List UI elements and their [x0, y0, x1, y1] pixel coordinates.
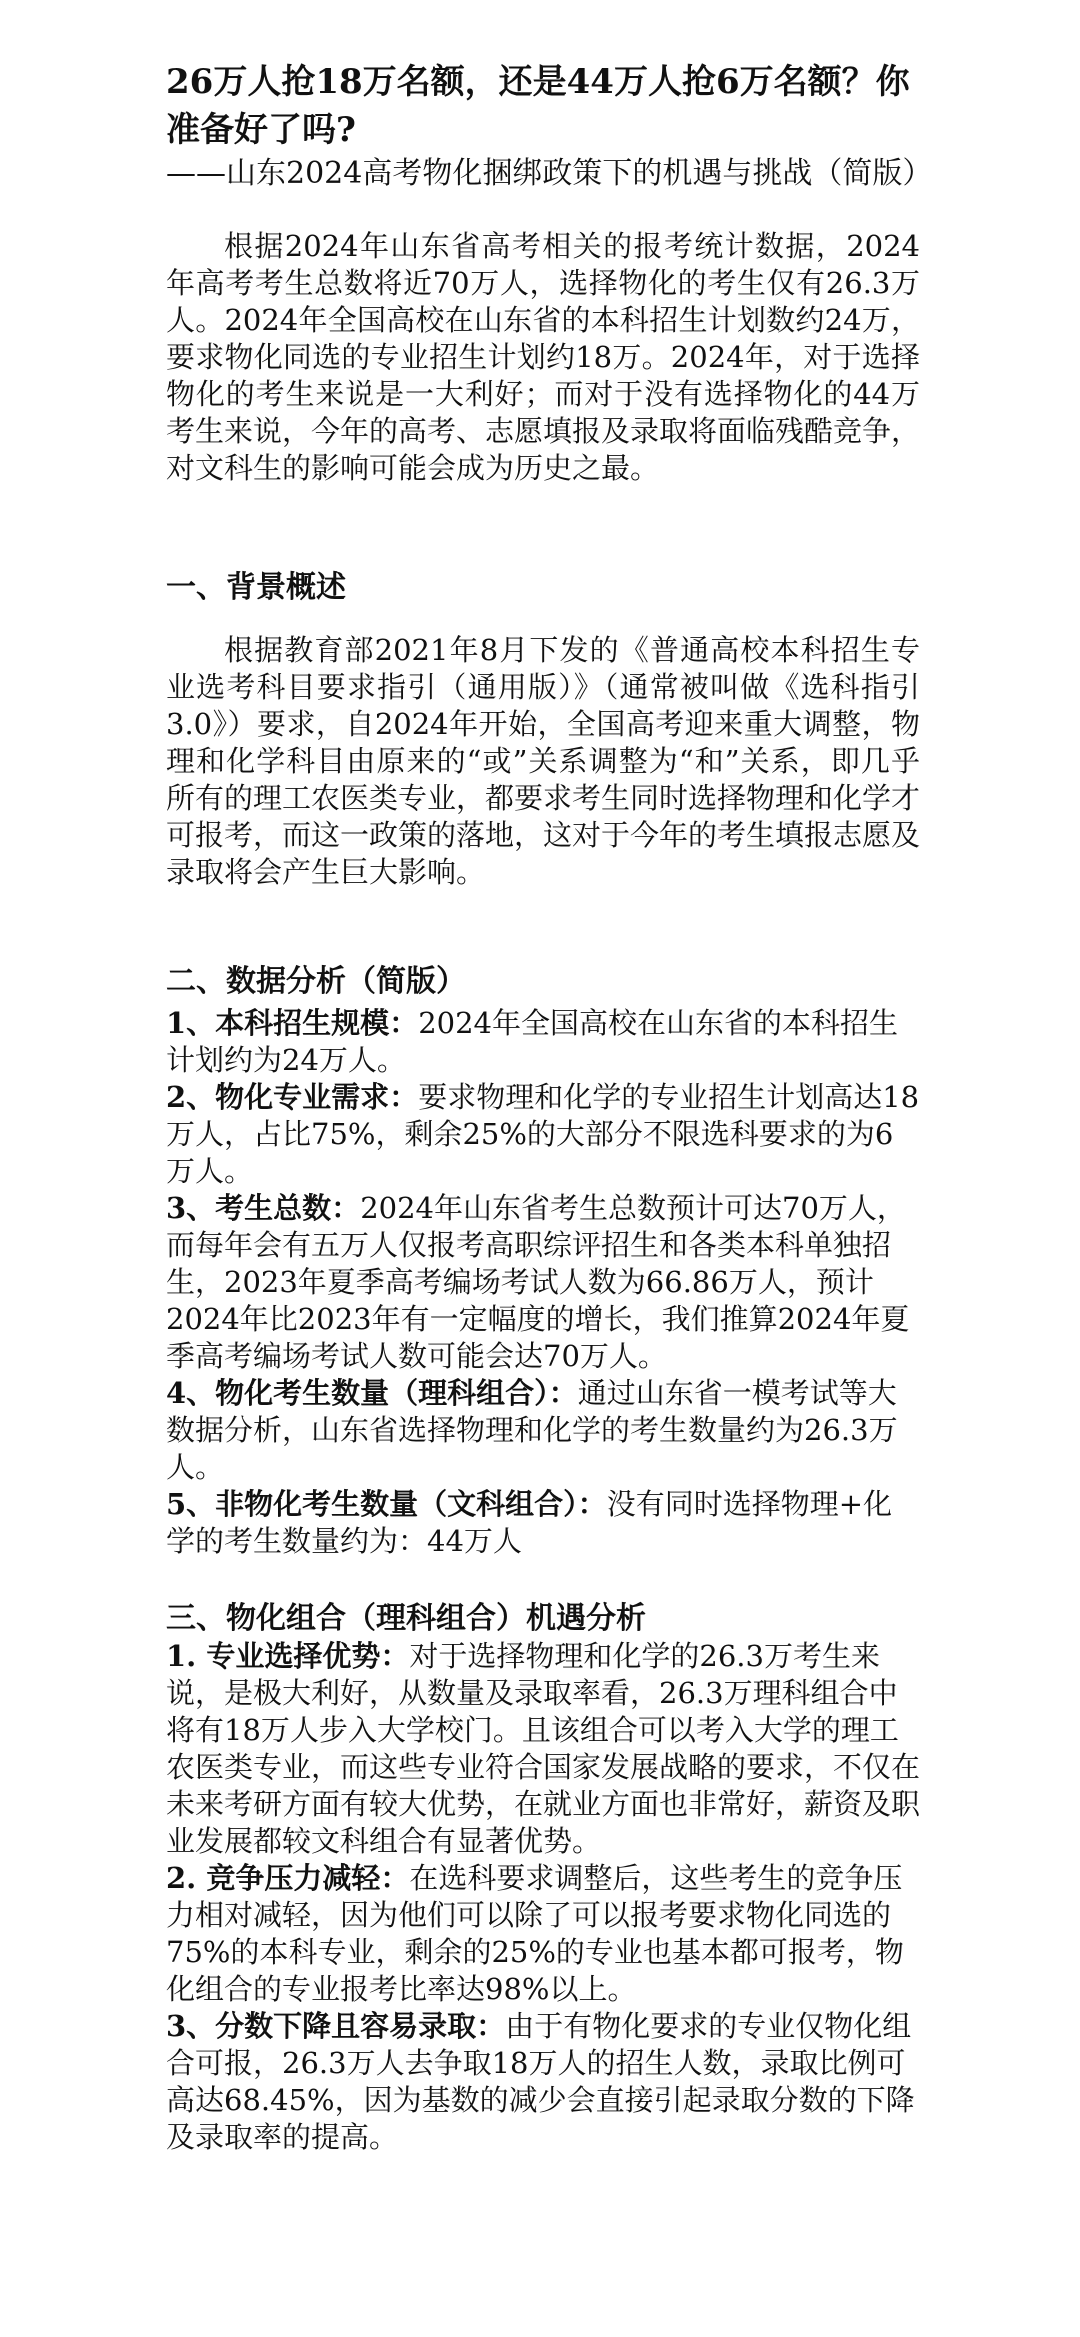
item-text: 在选科要求调整后，这些考生的竞争压力相对减轻，因为他们可以除了可以报考要求物化同选的75%的本科专业，剩余的25%的专业也基本都可报考，物化组合的专业报考比率达98%以上。: [166, 1861, 904, 2006]
item-label: 1、本科招生规模：: [166, 1006, 419, 1040]
item-label: 3、考生总数：: [166, 1191, 361, 1225]
item-text: 由于有物化要求的专业仅物化组合可报，26.3万人去争取18万人的招生人数，录取比例可高达68.45%，因为基数的减少会直接引起录取分数的下降及录取率的提高。: [166, 2009, 915, 2154]
opportunity-item: [166, 1638, 920, 1860]
item-text: 没有同时选择物理+化学的考生数量约为：44万人: [166, 1487, 892, 1558]
data-item: [166, 1005, 920, 1079]
item-text: 2024年全国高校在山东省的本科招生计划约为24万人。: [166, 1006, 898, 1077]
item-label: 5、非物化考生数量（文科组合）：: [166, 1487, 607, 1521]
item-label: 1. 专业选择优势：: [166, 1639, 410, 1673]
section3-heading: 三、物化组合（理科组合）机遇分析: [166, 1601, 646, 1636]
article-title: 26万人抢18万名额，还是44万人抢6万名额？你准备好了吗?: [166, 62, 910, 150]
item-label: 3、分数下降且容易录取：: [166, 2009, 506, 2043]
section1-body: 根据教育部2021年8月下发的《普通高校本科招生专业选考科目要求指引（通用版）》（通常被叫做《选科指引3.0》）要求，自2024年开始，全国高考迎来重大调整，物理和化学科目由原来的“或”关系调整为“和”关系，即几乎所有的理工农医类专业，都要求考生同时选择物理和化学才可报考，而这一政策的落地，这对于今年的考生填报志愿及录取将会产生巨大影响。: [166, 633, 921, 889]
item-label: 4、物化考生数量（理科组合）：: [166, 1376, 578, 1410]
article-subtitle: ——山东2024高考物化捆绑政策下的机遇与挑战（简版）: [166, 156, 933, 191]
item-text: 2024年山东省考生总数预计可达70万人，而每年会有五万人仅报考高职综评招生和各类本科单独招生，2023年夏季高考编场考试人数为66.86万人，预计2024年比2023年有一定幅度的增长，我们推算2024年夏季高考编场考试人数可能会达70万人。: [166, 1191, 910, 1373]
opportunity-item: [166, 1860, 920, 2008]
item-text: 对于选择物理和化学的26.3万考生来说，是极大利好，从数量及录取率看，26.3万理科组合中将有18万人步入大学校门。且该组合可以考入大学的理工农医类专业，而这些专业符合国家发展战略的要求，不仅在未来考研方面有较大优势，在就业方面也非常好，薪资及职业发展都较文科组合有显著优势。: [166, 1639, 921, 1858]
item-text: 通过山东省一模考试等大数据分析，山东省选择物理和化学的考生数量约为26.3万人。: [166, 1376, 898, 1484]
intro-paragraph: 根据2024年山东省高考相关的报考统计数据，2024年高考考生总数将近70万人，选择物化的考生仅有26.3万人。2024年全国高校在山东省的本科招生计划数约24万，要求物化同选的专业招生计划约18万。2024年，对于选择物化的考生来说是一大利好；而对于没有选择物化的44万考生来说，今年的高考、志愿填报及录取将面临残酷竞争，对文科生的影响可能会成为历史之最。: [166, 229, 921, 485]
item-label: 2. 竞争压力减轻：: [166, 1861, 410, 1895]
section1-heading: 一、背景概述: [166, 570, 346, 605]
section2-heading: 二、数据分析（简版）: [166, 964, 466, 999]
data-item: [166, 1486, 920, 1560]
data-item: [166, 1079, 920, 1190]
data-item: [166, 1375, 920, 1486]
item-text: 要求物理和化学的专业招生计划高达18万人，占比75%，剩余25%的大部分不限选科要求的为6万人。: [166, 1080, 920, 1188]
item-label: 2、物化专业需求：: [166, 1080, 419, 1114]
data-item: [166, 1190, 920, 1375]
opportunity-item: [166, 2008, 920, 2156]
